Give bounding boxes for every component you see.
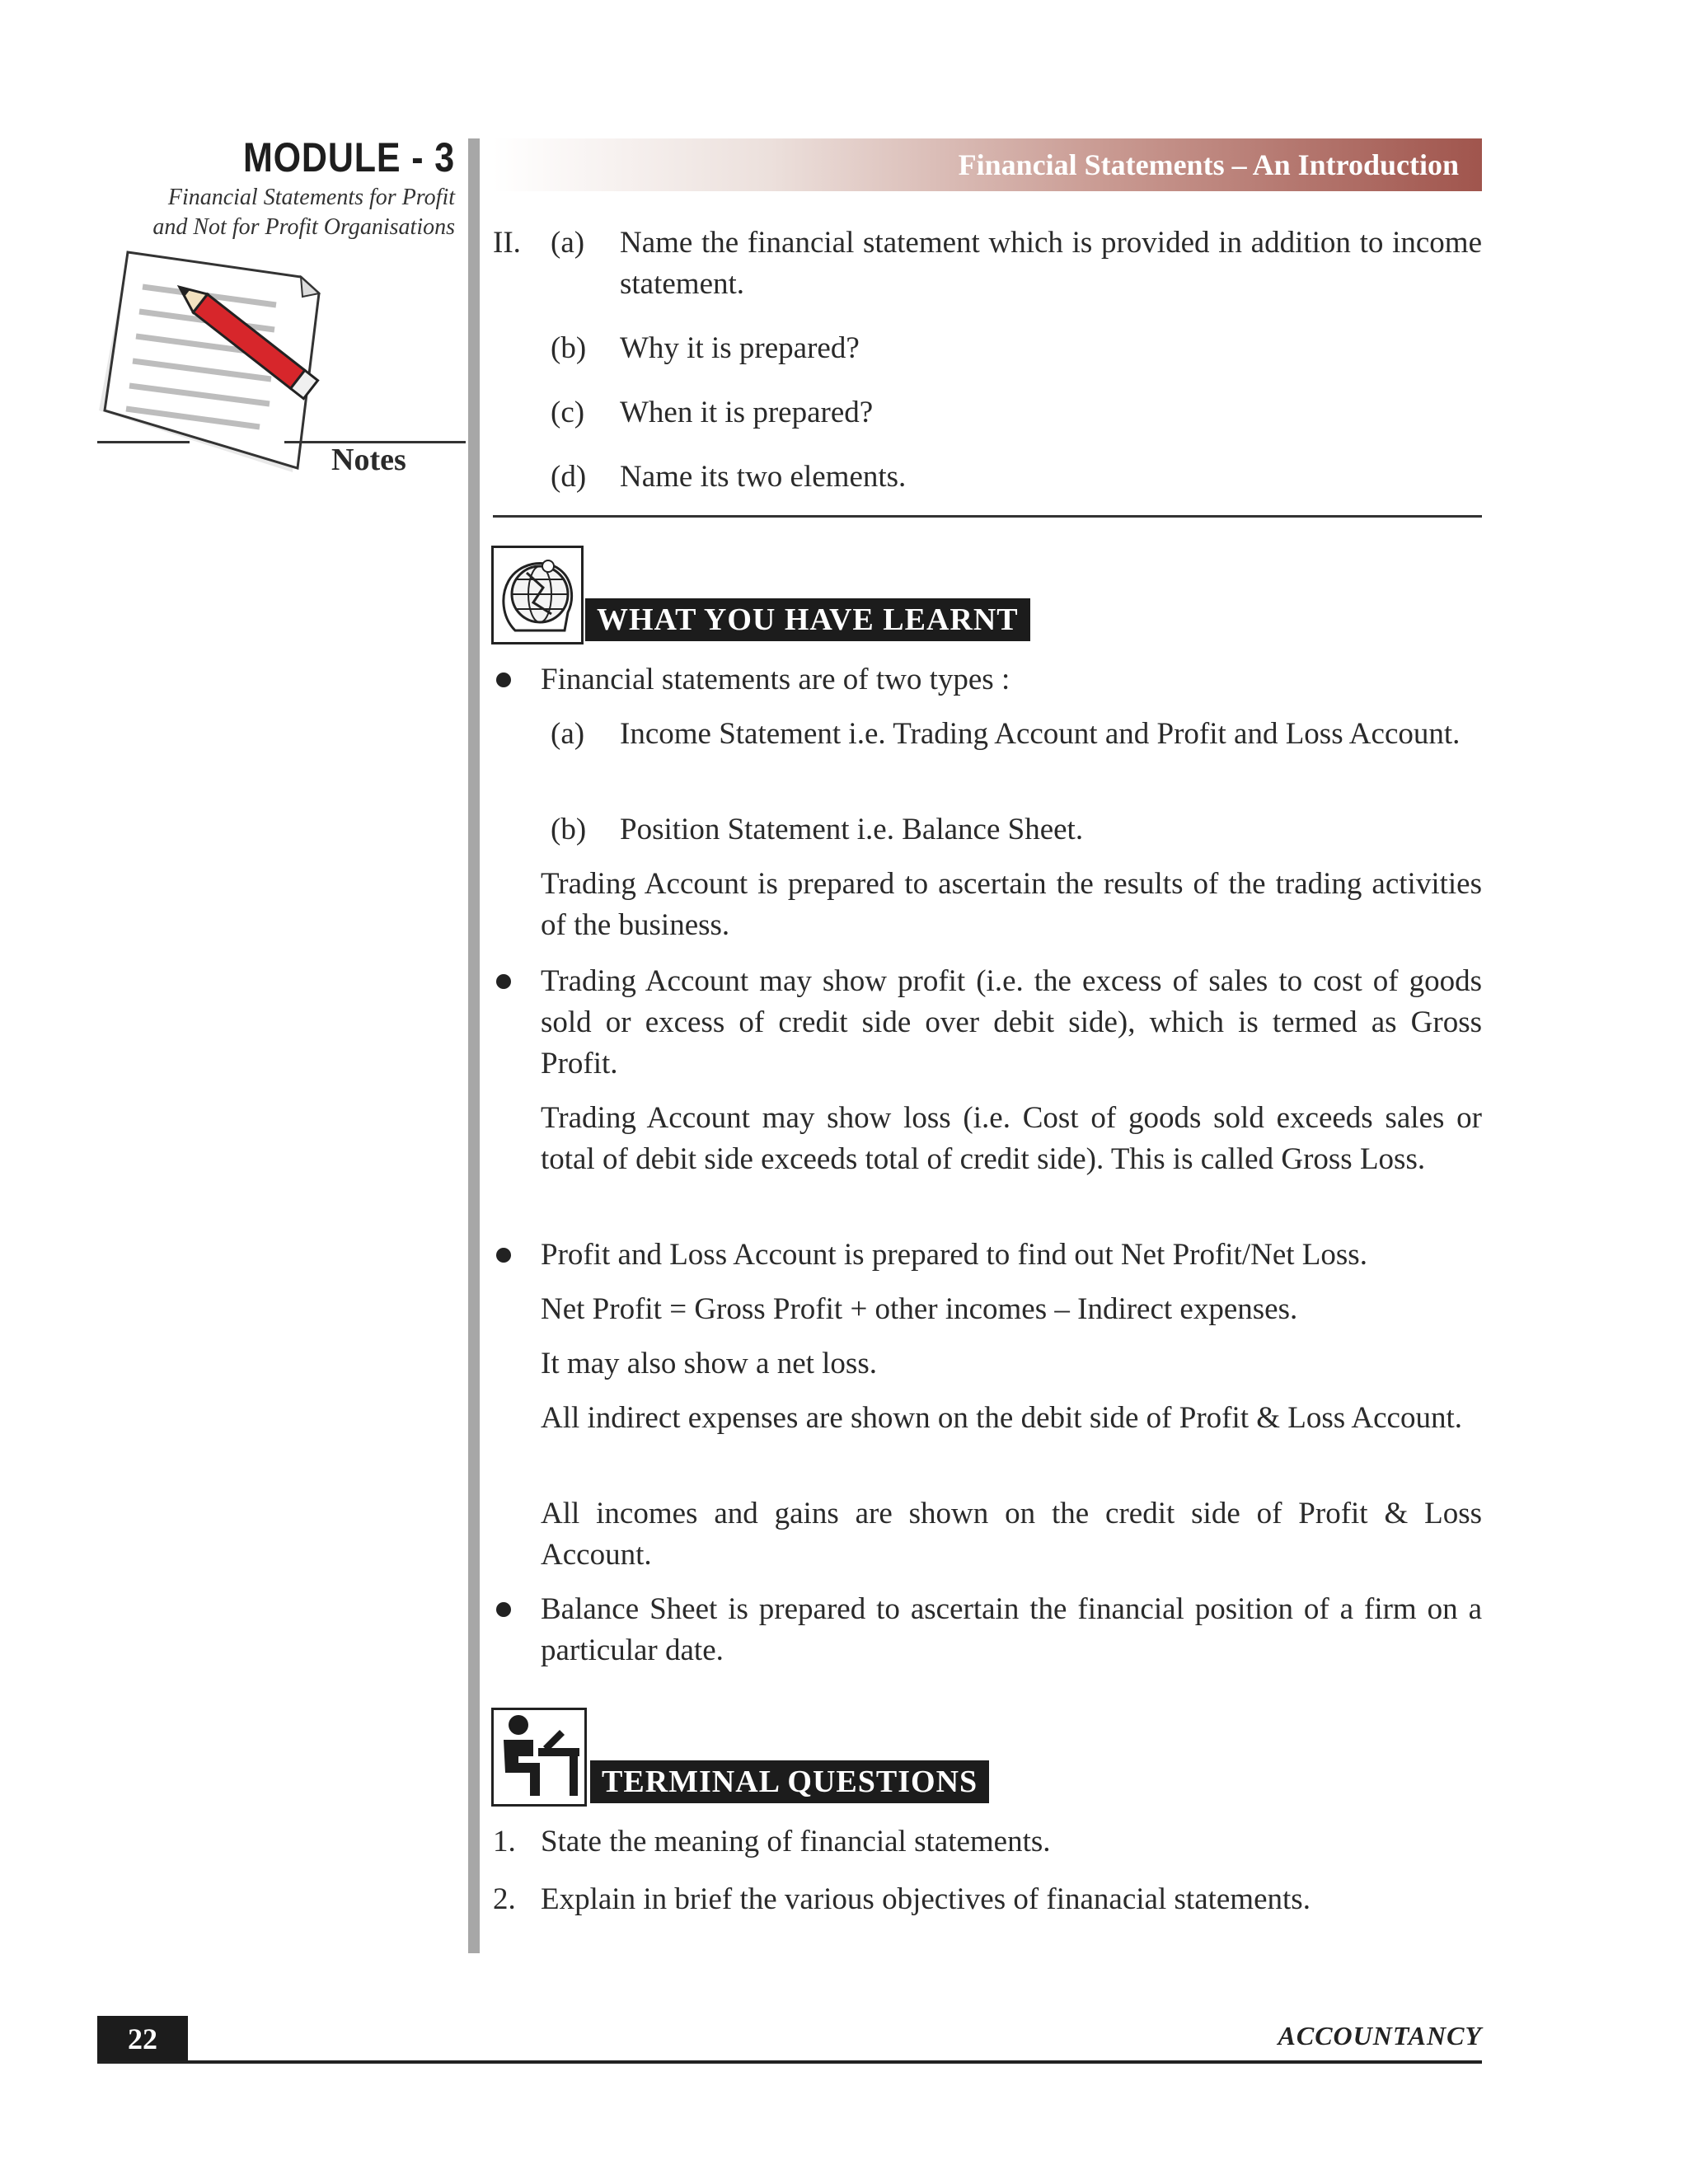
section-divider-rule xyxy=(493,515,1482,518)
terminal-question-number: 1. xyxy=(493,1825,516,1858)
module-title: MODULE - 3 xyxy=(242,134,455,180)
terminal-heading: TERMINAL QUESTIONS xyxy=(590,1760,989,1803)
notes-label: Notes xyxy=(331,443,406,477)
notes-rule-left xyxy=(97,441,190,443)
learnt-sub-label: (b) xyxy=(551,813,587,846)
module-subtitle xyxy=(91,183,455,242)
terminal-question-number: 2. xyxy=(493,1882,516,1916)
learnt-bullet-text: Balance Sheet is prepared to ascertain the financial position of a firm on a particular date. xyxy=(541,1592,1482,1667)
learnt-paragraph: Trading Account is prepared to ascertain the results of the trading activities of the business. xyxy=(541,867,1482,942)
learnt-heading: WHAT YOU HAVE LEARNT xyxy=(585,598,1030,641)
question-item-text: Why it is prepared? xyxy=(620,331,860,365)
footer-subject: ACCOUNTANCY xyxy=(1278,2021,1482,2050)
question-item-label: (a) xyxy=(551,226,585,260)
module-subtitle-line2: and Not for Profit Organisations xyxy=(152,214,455,240)
bullet xyxy=(496,974,511,989)
question-item-label: (c) xyxy=(551,396,585,429)
bullet xyxy=(496,1248,511,1263)
globe-head-icon xyxy=(491,546,584,644)
bullet xyxy=(496,673,511,687)
learnt-bullet-text: Trading Account may show profit (i.e. the excess of sales to cost of goods sold or excess of credit side over debit side), which is termed as Gross Profit. xyxy=(541,964,1482,1080)
learnt-paragraph: All indirect expenses are shown on the debit side of Profit & Loss Account. xyxy=(541,1401,1463,1435)
vertical-divider xyxy=(468,138,480,1953)
learnt-paragraph: All incomes and gains are shown on the credit side of Profit & Loss Account. xyxy=(541,1497,1482,1572)
learnt-sub-text: Income Statement i.e. Trading Account and Profit and Loss Account. xyxy=(620,717,1461,751)
question-item-text: When it is prepared? xyxy=(620,396,874,429)
terminal-question-text: Explain in brief the various objectives of finanacial statements. xyxy=(541,1882,1311,1916)
learnt-bullet-text: Financial statements are of two types : xyxy=(541,663,1010,696)
chapter-title: Financial Statements – An Introduction xyxy=(958,148,1459,181)
bullet xyxy=(496,1602,511,1617)
module-subtitle-line1: Financial Statements for Profit xyxy=(167,185,455,210)
learnt-sub-text: Position Statement i.e. Balance Sheet. xyxy=(620,813,1084,846)
learnt-bullet-text: Profit and Loss Account is prepared to find out Net Profit/Net Loss. xyxy=(541,1238,1367,1272)
question-item-label: (b) xyxy=(551,331,587,365)
question-item-text: Name the financial statement which is provided in addition to income statement. xyxy=(620,226,1482,301)
student-at-desk-icon xyxy=(491,1708,587,1807)
question-item-text: Name its two elements. xyxy=(620,460,907,494)
terminal-question-text: State the meaning of financial statements. xyxy=(541,1825,1051,1858)
learnt-sub-label: (a) xyxy=(551,717,585,751)
page-number: 22 xyxy=(97,2016,188,2062)
learnt-paragraph: Trading Account may show loss (i.e. Cost of goods sold exceeds sales or total of debit side exceeds total of credit side). This is called Gross Loss. xyxy=(541,1101,1482,1176)
question-item-label: (d) xyxy=(551,460,587,494)
learnt-paragraph: It may also show a net loss. xyxy=(541,1347,877,1380)
question-number: II. xyxy=(493,226,521,260)
learnt-paragraph: Net Profit = Gross Profit + other incomes – Indirect expenses. xyxy=(541,1292,1298,1326)
footer-rule xyxy=(97,2060,1482,2064)
